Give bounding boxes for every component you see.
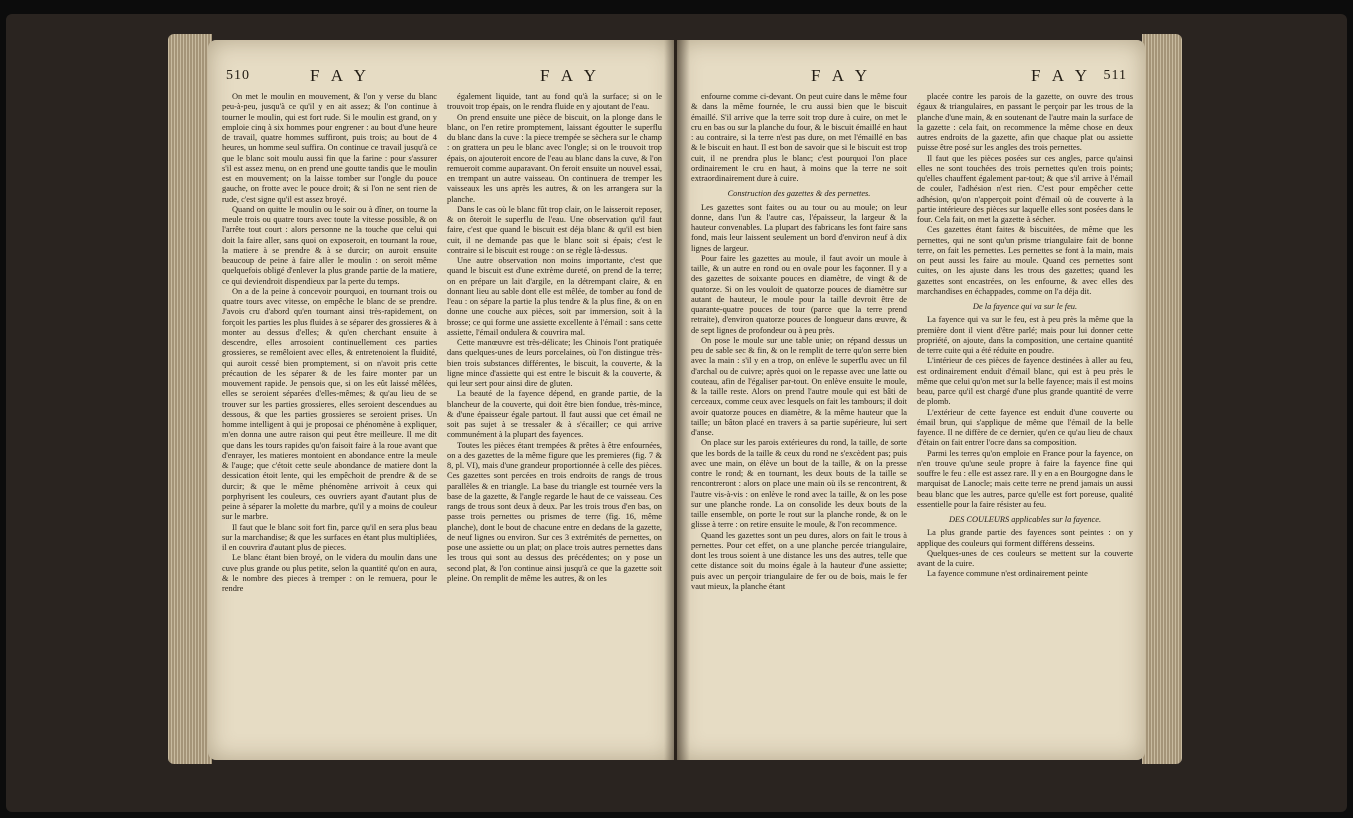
paragraph: La fayence qui va sur le feu, est à peu près la même que la première dont il vient d'être parlé; mais pour lui donner cette propriété, on ajoute, dans la composition, une certaine quantité de terre cuite qui a été réduite en poudre. <box>917 315 1133 355</box>
section-heading: DES COULEURS applicables sur la fayence. <box>948 515 1102 524</box>
left-running-title-2: F A Y <box>540 66 601 85</box>
paragraph: On met le moulin en mouvement, & l'on y verse du blanc peu-à-peu, jusqu'à ce qu'il y en ait assez; & l'on continue à tourner le moulin, qui est fort rude. Si le moulin est grand, on y emploie cinq à six hommes pour engrener : au bout d'une heure de travail, quatre hommes suffiront, puis trois; au bout de 4 heures, un homme seul suffira. On continue ce travail jusqu'à ce que le blanc soit moulu aussi fin que la farine : pour s'assurer s'il est assez menu, on en prend une goutte tandis que le moulin est en mouvement; on la laisse tomber sur l'ongle du pouce gauche, on frotte avec le pouce droit; & si l'on ne sent rien de rude, c'est signe qu'il est assez broyé. <box>222 92 437 204</box>
left-column-1 <box>222 92 437 752</box>
section-heading: De la fayence qui va sur le feu. <box>972 302 1078 311</box>
left-column-2 <box>447 92 662 752</box>
paragraph: La beauté de la fayence dépend, en grande partie, de la blancheur de la couverte, qui doit être bien fondue, très-mince, & d'une épaisseur égale partout. Il faut aussi que cet émail ne soit pas sujet à se tressaler & à s'écailler; ce qui arrive communément à la plupart des fayences. <box>447 389 662 440</box>
page-edges-right <box>1142 34 1182 764</box>
paragraph: La fayence commune n'est ordinairement peinte <box>927 569 1088 579</box>
left-running-title-1: F A Y <box>310 66 371 85</box>
paragraph: Quand les gazettes sont un peu dures, alors on fait le trous à pernettes. Pour cet effet, on a une planche percée triangulaire, dont les trous soient à une distance les uns des autres, telle que cette distance soit du moins égale à la hauteur d'une assiette; puis avec un perçoir triangulaire de fer ou de bois, mais le fer vaut mieux, la planche étant <box>691 530 907 591</box>
paragraph: Quand on quitte le moulin ou le soir ou à dîner, on tourne la meule trois ou quatre tours avec toute la vitesse possible, & on l'arrête tout court : alors personne ne la touche que celui qui doit la faire aller, sans quoi on exposeroit, en tournant la roue, la matiere à se prendre & à se durcir; on auroit ensuite beaucoup de peine à faire aller le moulin : on seroit même quelquefois obligé d'enlever la plus grande partie de la matiere, ce qui deviendroit dispendieux par la perte du temps. <box>222 204 437 286</box>
left-page-columns <box>222 92 662 752</box>
paragraph: L'intérieur de ces pièces de fayence destinées à aller au feu, est ordinairement enduit d'émail blanc, qui est à peu près le même que celui qu'on met sur la belle fayence; mais il est moins beau, parce qu'il est chargé d'une plus grande quantité de verre de plomb. <box>917 356 1133 407</box>
book-gutter <box>664 40 690 760</box>
paragraph: On pose le moule sur une table unie; on répand dessus un peu de sable sec & fin, & on le remplit de terre qu'on serre bien avec la main : s'il y en a trop, on enlève le superflu avec un fil d'archal ou de cuivre; après quoi on le repasse avec une latte ou couteau, afin de l'égaliser par-tout. On enlève ensuite le moule, & la taille reste. Alors on prend l'autre moule qui est bâti de cerceaux, comme ceux avec lesquels on fait les tambours; il doit avoir quatorze pouces en diamètre, & la même hauteur que la taille; un bâton placé en travers à sa partie supérieure, lui sert d'anse. <box>691 335 907 437</box>
right-column-1 <box>691 92 907 752</box>
paragraph: La plus grande partie des fayences sont peintes : on y applique des couleurs qui forment différens desseins. <box>917 528 1133 548</box>
right-column-2 <box>917 92 1133 752</box>
paragraph: enfourne comme ci-devant. On peut cuire dans le même four & dans la même fournée, le cru aussi bien que le biscuit émaillé. S'il arrive que la terre soit trop dure à cuire, on met le cru en bas ou sur la planche du four, & le biscuit émaillé en haut : au contraire, si la terre n'est pas dure, on met l'émaillé en bas & le biscuit en haut. Il est bon de savoir que si le biscuit est trop cuit, il ne prendra plus le blanc; c'est pourquoi l'on place ordinairement le cru en haut, à moins que la terre ne soit extraordinairement dure à cuire. <box>691 92 907 183</box>
paragraph: On prend ensuite une pièce de biscuit, on la plonge dans le blanc, on l'en retire promptement, laissant égoutter le superflu du blanc dans la cuve : la piece trempée se sèchera sur le champ : on grattera un peu le blanc avec l'ongle; si on le trouvoit trop épais, on ajouteroit encore de l'eau au blanc dans la cuve, & l'on remueroit comme auparavant. On feroit ensuite un nouvel essai, en trempant un autre vaisseau. On continuera de tremper les vaisseaux les uns après les autres, & on les arrangera sur la planche. <box>447 112 662 204</box>
right-page-header <box>691 66 1131 90</box>
paragraph: également liquide, tant au fond qu'à la surface; si on le trouvoit trop épais, on le rendra fluide en y ajoutant de l'eau. <box>447 92 662 112</box>
right-running-title-2: F A Y <box>1031 66 1092 85</box>
paragraph: On place sur les parois extérieures du rond, la taille, de sorte que les bords de la taille & ceux du rond ne s'excèdent pas; puis avec une main, on élève un bout de la taille, & on la presse contre le rond; & en tournant, les deux bouts de la taille se rencontreront : alors on place une main où ils se rencontrent, & l'autre vis-à-vis : on enlève le rond avec la taille, & on les pose sur une planche ronde. La on consolide les deux bouts de la taille ensemble, on porte le rout sur la planche ronde, & on le glisse à terre : on retire ensuite le moule, & l'on recommence. <box>691 438 907 530</box>
paragraph: Le blanc étant bien broyé, on le videra du moulin dans une cuve plus grande ou plus petite, selon la quantité qu'on en aura, & le nombre des pieces à tremper : on le remuera, pour le rendre <box>222 553 437 593</box>
paragraph: Dans le cas où le blanc fût trop clair, on le laisseroit reposer, & on ôteroit le superflu de l'eau. Une observation qu'il faut faire, c'est que quand le biscuit est déja blanc & qu'il est bien cuit, il ne demande pas que le blanc soit si épais; c'est le contraire si le biscuit est rouge : on se règle là-dessus. <box>447 204 662 255</box>
paragraph: Pour faire les gazettes au moule, il faut avoir un moule à taille, & un autre en rond ou en ovale pour les façonner. Il y a des gazettes de soixante pouces en diamètre, de vingt & de quatorze. Si on les vouloit de quatorze pouces de diamètre sur autant de hauteur, le moule pour la taille devroit être de quarante-quatre pouces de tour (parce que la terre prend retraite), d'environ quatorze pouces de longueur dans œuvre, & de sept lignes de profondeur ou à peu près. <box>691 253 907 335</box>
left-page-number: 510 <box>226 68 250 83</box>
paragraph: Toutes les pièces étant trempées & prêtes à être enfournées, on a des gazettes de la même figure que les premieres (fig. 7 & 8, pl. VI), mais d'une grandeur proportionnée à celle des pièces. Ces gazettes sont percées en trois endroits de rangs de trous parallèles & en triangle. La base du triangle est tournée vers la base de la gazette, & l'angle regarde le haut de ce vaisseau. Ces rangs de trous sont deux à deux. Par les trois trous d'en bas, on passe trois pernettes ou prismes de terre (fig. 16, même planche), dont le bout de chacune entre en dedans de la gazette, de neuf lignes ou environ. Sur ces 3 extrémités de pernettes, on pose une assiette ou un plat; on place trois autres pernettes dans les trous qui sont au dessus des précédentes; on y pose un second plat, & l'on continue ainsi jusqu'à ce que la gazette soit pleine. On remplit de même les autres, & on les <box>447 440 662 583</box>
left-page-header <box>222 66 660 90</box>
paragraph: Parmi les terres qu'on emploie en France pour la fayence, on n'en trouve qu'une seule propre à faire la fayence fine qui souffre le feu : elle est assez rare. Il y en a en Bourgogne dans le marquisat de Lanocle; mais cette terre ne prend jamais un aussi beau blanc que les autres, parce qu'elle est fort poreuse, qualité essentielle pour la faire résister au feu. <box>917 448 1133 509</box>
paragraph: On a de la peine à concevoir pourquoi, en tournant trois ou quatre tours avec vitesse, on empêche le blanc de se prendre. J'avois cru d'abord qu'en tournant ainsi très-rapidement, on forçoit les parties les plus fluides à se séparer des grossieres & à monter au dessus d'elles; & qu'en cherchant ensuite à descendre, elles arrosoient continuellement ces parties grossieres, se remêloient avec elles, & entretenoient la fluidité, qui auroit cessé bien promptement, si on n'avoit pris cette précaution de les séparer & de les faire monter par un mouvement rapide. Je pensois que, si on les eût laissé mêlées, elles se seroient séparées d'elles-mêmes; & qu'au lieu de se trouver sur les parties grossieres, elles seroient descendues au dessous, & que les parties grossieres se seroient prises. Un homme intelligent à qui je proposai ce phénomène à expliquer, m'en donna une autre raison qui peut être meilleure. Il me dit que dans les tours rapides qu'on faisoit faire à la roue avant que d'enrayer, les matieres montoient en abondance entre la meule & l'auge; que c'étoit cette seule abondance de matiere dont la dessication étoit lente, qui les empêchoit de prendre & de se durcir; & que le même phénomène arrivoit à ceux qui porphyrisent les couleurs, ces ouvriers ayant d'autant plus de peine à séparer la molette du marbre, qu'il y a moins de couleur sur le marbre. <box>222 286 437 522</box>
paragraph: Il faut que les pièces posées sur ces angles, parce qu'ainsi elles ne sont touchées des trois pernettes qu'en trois points; qu'elles chauffent également par-tout; & que s'il arrive à l'émail de couler, l'adhésion n'est rien. C'est pour empêcher cette adhésion, qu'on n'apperçoit point d'émail où de couverte à la partie intérieure des pièces sur laquelle elles sont posées dans le four. Cela fait, on met la gazette à sécher. <box>917 153 1133 224</box>
left-page <box>208 40 674 760</box>
paragraph: Cette manœuvre est très-délicate; les Chinois l'ont pratiquée dans quelques-unes de leurs porcelaines, où l'on distingue très-bien trois substances différentes, le biscuit, la couverte, & la ligne mince d'assiette qui est entre le biscuit & la couverte, & qui leur sert pour ainsi dire de gluten. <box>447 338 662 388</box>
paragraph: L'extérieur de cette fayence est enduit d'une couverte ou émail brun, qui s'applique de même que l'émail de la belle fayence. Il ne diffère de ce dernier, qu'en ce qu'au lieu de chaux d'étain on fait entrer l'ocre dans sa composition. <box>917 407 1133 448</box>
right-page-number: 511 <box>1103 68 1127 83</box>
right-running-title-1: F A Y <box>811 66 872 85</box>
paragraph: placée contre les parois de la gazette, on ouvre des trous égaux & triangulaires, en passant le perçoir par les trous de la planche d'une main, & en soutenant de l'autre main la surface de la gazette : cela fait, on recommence la même chose en deux autres endroits de la gazette, afin que chaque plat ou assiette puisse être posé sur les angles des trois pernettes. <box>917 92 1133 153</box>
page-edges-left <box>168 34 212 764</box>
right-page <box>677 40 1145 760</box>
paragraph: Une autre observation non moins importante, c'est que quand le biscuit est d'une extrème dureté, on prend de la terre; on en prépare un lait d'argile, en la détrempant claire, & en donnant lieu au sable dont elle est mêlée, de tomber au fond de l'eau : on sépare la partie la plus tendre & la plus fine, & on en donne une couche aux pièces, soit par immersion, soit à la brosse; ce qui forme une assiette excellente à l'émail : sans cette assiette, l'émail ondulera & couvrira mal. <box>447 256 662 337</box>
paragraph: Il faut que le blanc soit fort fin, parce qu'il en sera plus beau sur la marchandise; & que les surfaces en étant plus multipliées, il en couvrira d'autant plus de pieces. <box>222 522 437 552</box>
right-page-columns <box>691 92 1133 752</box>
section-heading: Construction des gazettes & des pernettes. <box>727 189 871 199</box>
paragraph: Les gazettes sont faites ou au tour ou au moule; on leur donne, dans l'un & l'autre cas, l'épaisseur, la largeur & la hauteur convenables. La plupart des fabricans les font faire sans fond, mais leur laissent seulement un bord d'environ neuf à dix lignes de largeur. <box>691 202 907 253</box>
paragraph: Quelques-unes de ces couleurs se mettent sur la couverte avant de la cuire. <box>917 548 1133 568</box>
paragraph: Ces gazettes étant faites & biscuitées, de même que les pernettes, qui ne sont qu'un prisme triangulaire fait de bonne terre, on fait les pernettes. Les pernettes se font à la main, mais on peut aussi les faire au moule. Quand ces pernettes sont cuites, on les ajuste dans les trous des gazettes; quand les gazettes sont encastrées, on les enfourne, & avec elles des marchandises en échappades, comme on l'a déja dit. <box>917 225 1133 296</box>
